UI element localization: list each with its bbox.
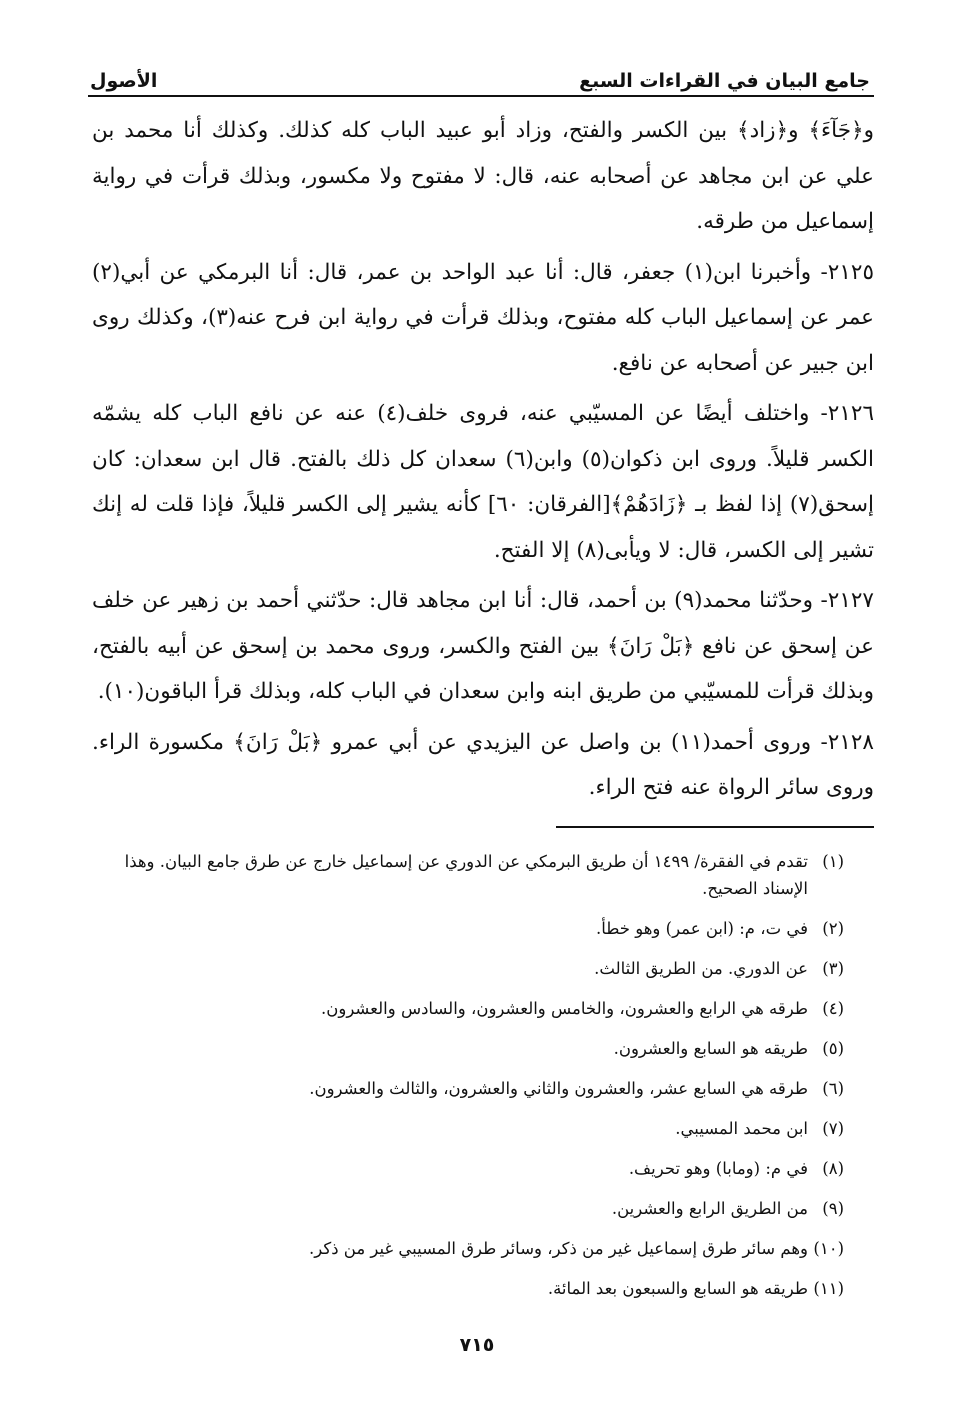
- book-title: جامع البيان في القراءات السبع: [579, 70, 870, 92]
- header-rule: [88, 95, 874, 97]
- footnote-separator: [556, 826, 874, 828]
- footnote-number: (٦): [822, 1079, 844, 1098]
- footnote-number: (١٠): [813, 1239, 844, 1258]
- footnote: [100, 848, 844, 902]
- paragraph-text: واختلف أيضًا عن المسيّبي عنه، فروى خلف(٤) عنه عن نافع الباب كله يشمّه الكسر قليلاً. وروى ابن ذكوان(٥) وابن(٦) سعدان كل ذلك بالفتح. قال ابن سعدان: كان إسحق(٧) إذا لفظ بـ ﴿زَادَهُمْ﴾[الفرقان: ٦٠] كأنه يشير إلى الكسر قليلاً، فإذا قلت له إنك تشير إلى الكسر، قال: لا ويأبى(٨) إلا الفتح.: [92, 401, 875, 563]
- footnote-number: (١): [822, 852, 844, 871]
- footnote-text: طرقه هي السابع عشر، والعشرون والثاني والعشرون، والثالث والعشرون.: [309, 1079, 808, 1098]
- footnote-number: (٧): [822, 1119, 844, 1138]
- footnote: [100, 1115, 844, 1142]
- footnote-number: (٨): [822, 1159, 844, 1178]
- paragraph: [92, 108, 874, 245]
- footnote-text: من الطريق الرابع والعشرين.: [611, 1199, 808, 1218]
- main-text: [92, 108, 874, 816]
- footnote-number: (١١): [813, 1279, 844, 1298]
- paragraph-number: ٢١٢٧-: [820, 588, 874, 613]
- footnotes: [100, 848, 844, 1315]
- footnote-text: طريقه هو السابع والعشرون.: [613, 1039, 808, 1058]
- footnote-number: (٤): [822, 999, 844, 1018]
- footnote: [100, 995, 844, 1022]
- footnote-text: في م: (ومابا) وهو تحريف.: [628, 1159, 808, 1178]
- paragraph: [92, 578, 874, 715]
- paragraph: [92, 720, 874, 811]
- paragraph-number: ٢١٢٨-: [820, 729, 874, 755]
- paragraph-text: وأخبرنا ابن(١) جعفر، قال: أنا عبد الواحد بن عمر، قال: أنا البرمكي عن أبي(٢) عمر عن إسماعيل الباب كله مفتوح، وبذلك قرأت في رواية ابن فرح عنه(٣)، وكذلك روى ابن جبير عن أصحابه عن نافع.: [92, 259, 874, 376]
- footnote: [100, 1275, 844, 1302]
- footnote: [100, 915, 844, 942]
- footnote: [100, 1075, 844, 1102]
- paragraph-text: و﴿جَآءَ﴾ و﴿زاد﴾ بين الكسر والفتح، وزاد أبو عبيد الباب كله كذلك. وكذلك أنا محمد بن علي عن ابن مجاهد عن أصحابه عنه، قال: لا مفتوح ولا مكسور، وبذلك قرأت في رواية إسماعيل من طرقه.: [92, 118, 874, 234]
- footnote: [100, 1155, 844, 1182]
- paragraph-number: ٢١٢٦-: [820, 401, 874, 426]
- paragraph: [92, 391, 874, 573]
- footnote-text: تقدم في الفقرة/ ١٤٩٩ أن طريق البرمكي عن الدوري عن إسماعيل خارج عن طرق جامع البيان. وهذا الإسناد الصحيح.: [124, 852, 808, 898]
- footnote-number: (٥): [822, 1039, 844, 1058]
- footnote-text: عن الدوري. من الطريق الثالث.: [594, 959, 808, 978]
- footnote-number: (٢): [822, 919, 844, 938]
- footnote-text: ابن محمد المسيبي.: [675, 1119, 808, 1138]
- section-title: الأصول: [90, 70, 158, 92]
- footnote-text: في ت، م: (ابن عمر) وهو خطأ.: [595, 919, 808, 938]
- running-header: [90, 58, 870, 92]
- footnote-text: طرقه هي الرابع والعشرون، والخامس والعشرون، والسادس والعشرون.: [321, 999, 808, 1018]
- footnote: [100, 1195, 844, 1222]
- paragraph-text: وروى أحمد(١١) بن واصل عن اليزيدي عن أبي عمرو ﴿بَلْ رَانَ﴾ مكسورة الراء. وروى سائر الرواة عنه فتح الراء.: [92, 729, 874, 800]
- page-number: ٧١٥: [459, 1334, 495, 1356]
- footnote-number: (٩): [822, 1199, 844, 1218]
- footnote-number: (٣): [822, 959, 844, 978]
- paragraph-number: ٢١٢٥-: [820, 259, 874, 285]
- paragraph-text: وحدّثنا محمد(٩) بن أحمد، قال: أنا ابن مجاهد قال: حدّثني أحمد بن زهير عن خلف عن إسحق عن نافع ﴿بَلْ رَانَ﴾ بين الفتح والكسر، وروى محمد بن إسحق عن أبيه بالفتح، وبذلك قرأت للمسيّبي من طريق ابنه وابن سعدان في الباب كله، وبذلك قرأ الباقون(١٠).: [92, 588, 874, 704]
- footnote: [100, 1235, 844, 1262]
- paragraph: [92, 250, 874, 387]
- footnote-text: طريقه هو السابع والسبعون بعد المائة.: [547, 1279, 808, 1298]
- footnote: [100, 955, 844, 982]
- footnote: [100, 1035, 844, 1062]
- footnote-text: وهم سائر طرق إسماعيل غير من ذكر، وسائر طرق المسيبي غير من ذكر.: [308, 1239, 808, 1258]
